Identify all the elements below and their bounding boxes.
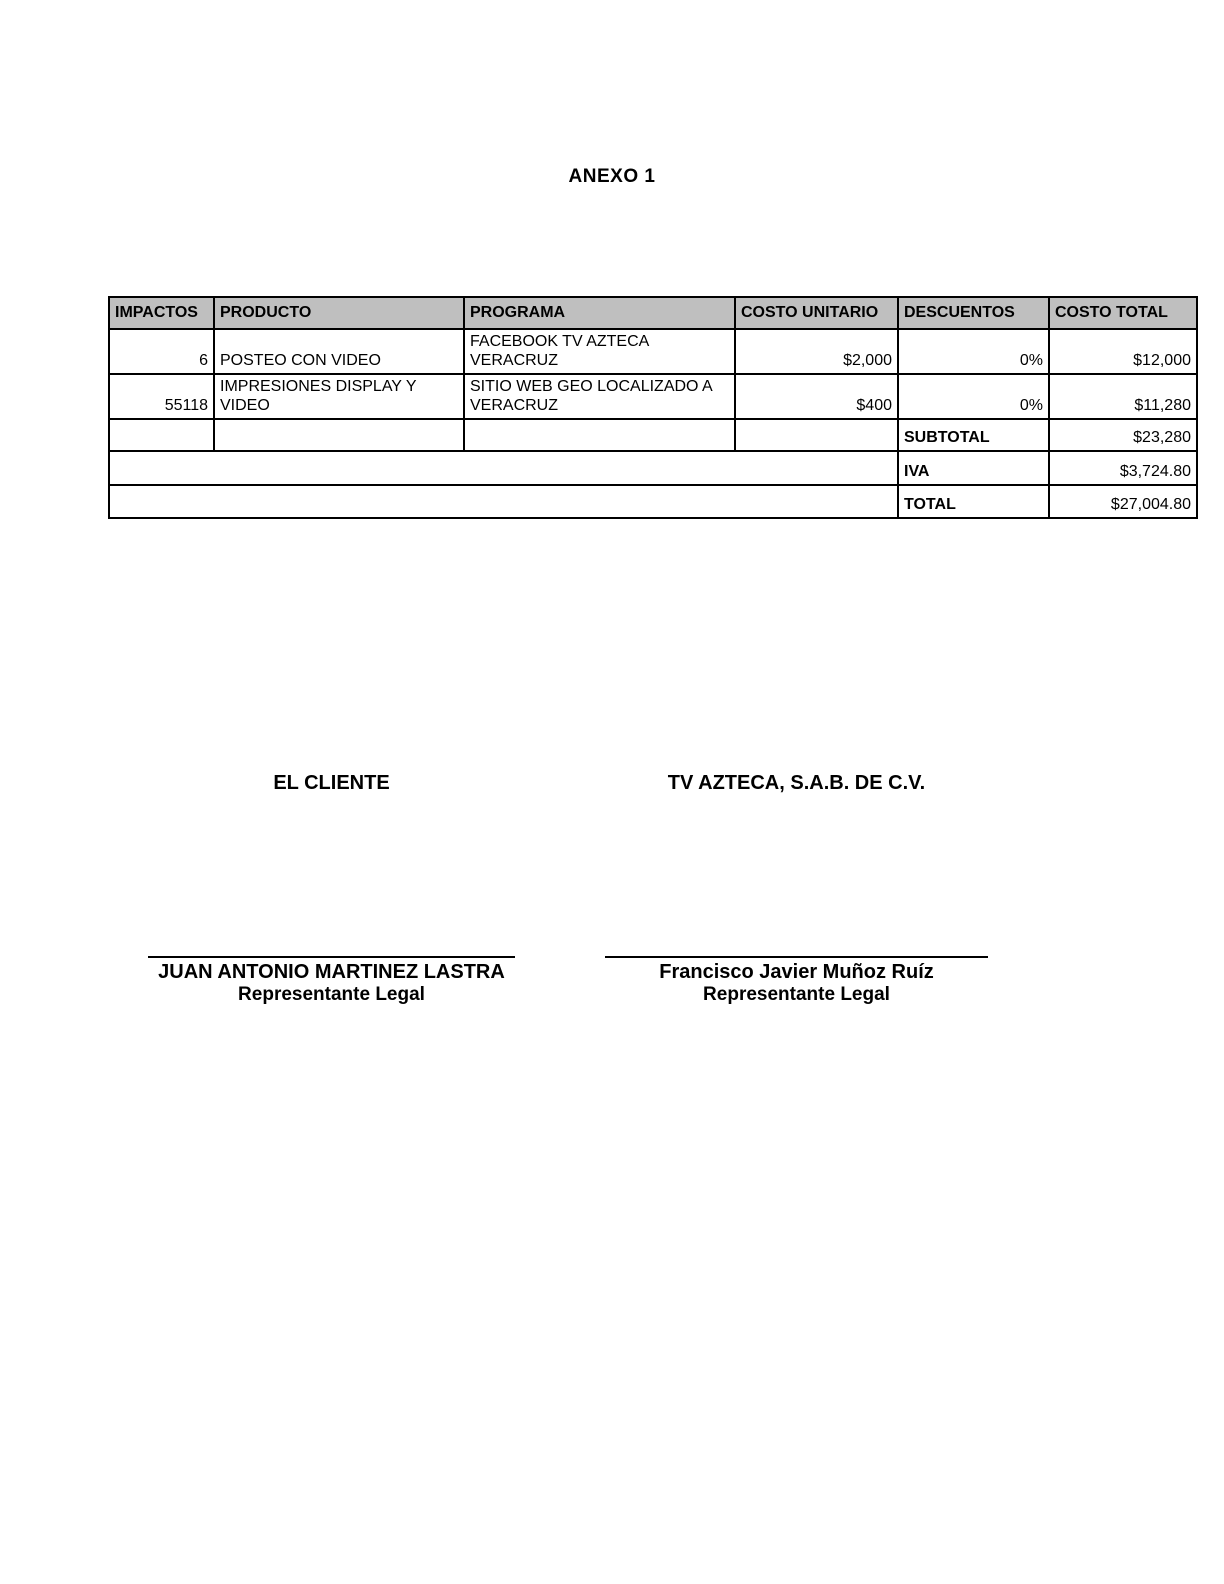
signature-line-client <box>148 956 515 958</box>
total-value: $27,004.80 <box>1049 485 1197 518</box>
cell-programa: FACEBOOK TV AZTECA VERACRUZ <box>464 329 735 374</box>
subtotal-label: SUBTOTAL <box>898 419 1049 451</box>
col-header-costo-unitario: COSTO UNITARIO <box>735 297 898 329</box>
cell-costo-unitario: $2,000 <box>735 329 898 374</box>
table-header-row <box>109 297 1197 329</box>
client-signatory-role: Representante Legal <box>238 984 425 1005</box>
page-title: ANEXO 1 <box>568 166 656 187</box>
cell-costo-unitario: $400 <box>735 374 898 419</box>
empty-cell <box>214 419 464 451</box>
client-signatory-name: JUAN ANTONIO MARTINEZ LASTRA <box>158 961 505 983</box>
table-spacer <box>109 451 898 485</box>
cell-descuentos: 0% <box>898 329 1049 374</box>
col-header-descuentos: DESCUENTOS <box>898 297 1049 329</box>
table-row <box>109 329 1197 374</box>
empty-cell <box>464 419 735 451</box>
iva-label: IVA <box>898 451 1049 485</box>
signature-line-azteca <box>605 956 988 958</box>
cell-impactos: 55118 <box>109 374 214 419</box>
azteca-party-title: TV AZTECA, S.A.B. DE C.V. <box>667 772 926 794</box>
cell-producto: IMPRESIONES DISPLAY Y VIDEO <box>214 374 464 419</box>
total-label: TOTAL <box>898 485 1049 518</box>
empty-cell <box>109 419 214 451</box>
cell-impactos: 6 <box>109 329 214 374</box>
col-header-programa: PROGRAMA <box>464 297 735 329</box>
table-row <box>109 374 1197 419</box>
table-spacer <box>109 485 898 518</box>
cell-producto: POSTEO CON VIDEO <box>214 329 464 374</box>
cell-costo-total: $11,280 <box>1049 374 1197 419</box>
cell-descuentos: 0% <box>898 374 1049 419</box>
col-header-costo-total: COSTO TOTAL <box>1049 297 1197 329</box>
iva-value: $3,724.80 <box>1049 451 1197 485</box>
subtotal-row <box>109 419 1197 451</box>
azteca-signatory-name: Francisco Javier Muñoz Ruíz <box>659 961 934 983</box>
empty-cell <box>735 419 898 451</box>
azteca-signatory-role: Representante Legal <box>703 984 890 1005</box>
client-party-title: EL CLIENTE <box>273 772 390 794</box>
subtotal-value: $23,280 <box>1049 419 1197 451</box>
cell-programa: SITIO WEB GEO LOCALIZADO A VERACRUZ <box>464 374 735 419</box>
total-row <box>109 485 1197 518</box>
iva-row <box>109 451 1197 485</box>
col-header-producto: PRODUCTO <box>214 297 464 329</box>
cell-costo-total: $12,000 <box>1049 329 1197 374</box>
cost-table <box>108 296 1198 519</box>
col-header-impactos: IMPACTOS <box>109 297 214 329</box>
